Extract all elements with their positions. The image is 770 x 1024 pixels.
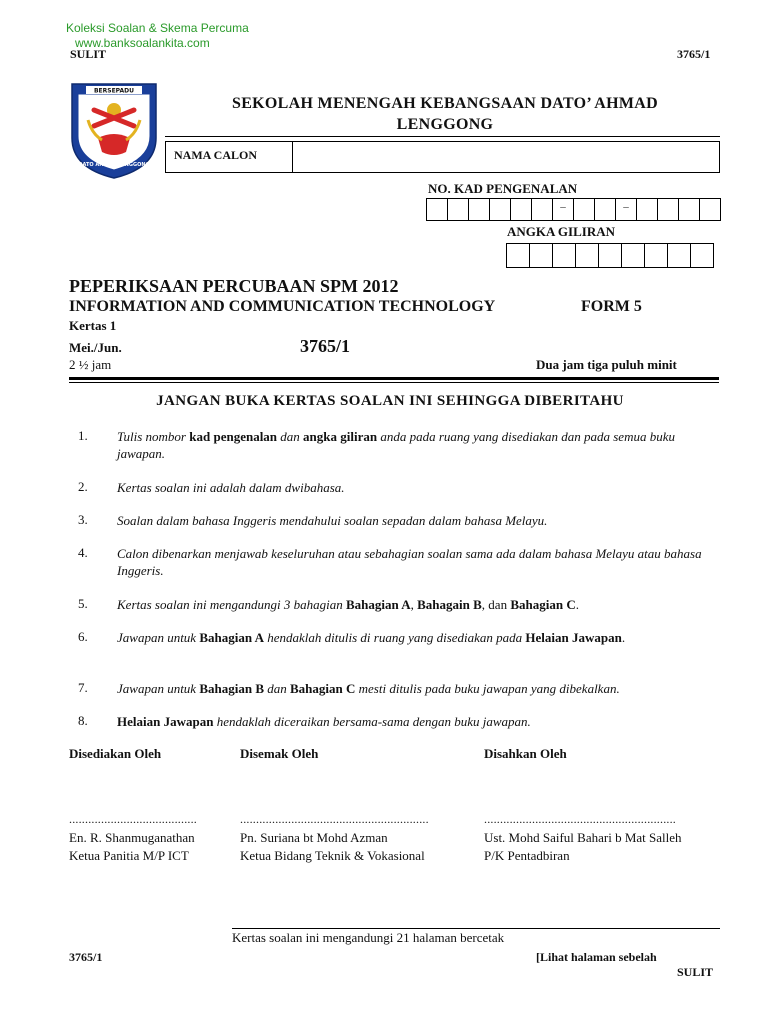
instruction-run: Tulis nombor bbox=[117, 429, 190, 444]
ic-cell[interactable] bbox=[658, 198, 679, 221]
checked-by-role: Ketua Bidang Teknik & Vokasional bbox=[240, 848, 425, 863]
instruction-number: 6. bbox=[78, 629, 88, 644]
instruction-emphasis: Bahagian C bbox=[510, 597, 576, 612]
ic-cell[interactable] bbox=[595, 198, 616, 221]
instruction-emphasis: Helaian Jawapan bbox=[525, 630, 622, 645]
ic-cell[interactable] bbox=[532, 198, 553, 221]
instruction-emphasis: Bahagian A bbox=[199, 630, 264, 645]
footer-rule bbox=[232, 928, 720, 929]
instruction-emphasis: Bahagain B bbox=[417, 597, 482, 612]
ic-cell[interactable] bbox=[469, 198, 490, 221]
instruction-text bbox=[117, 629, 677, 646]
prepared-by-signature-line: ........................................ bbox=[69, 812, 197, 826]
instruction-text bbox=[117, 512, 717, 529]
ic-separator: – bbox=[553, 198, 574, 221]
angka-cell[interactable] bbox=[668, 243, 691, 268]
instruction-run: Calon dibenarkan menjawab keseluruhan atau sebahagian soalan sama ada dalam bahasa Melayu atau bahasa Inggeris. bbox=[117, 546, 702, 578]
instruction-number: 2. bbox=[78, 479, 88, 494]
angka-cell[interactable] bbox=[576, 243, 599, 268]
instruction-emphasis: kad pengenalan bbox=[189, 429, 278, 444]
instruction-run: dan bbox=[264, 681, 290, 696]
sulit-footer: SULIT bbox=[677, 965, 714, 979]
exam-month: Mei./Jun. bbox=[69, 340, 122, 355]
exam-form: FORM 5 bbox=[581, 298, 642, 315]
angka-giliran-label: ANGKA GILIRAN bbox=[507, 224, 615, 239]
exam-title: PEPERIKSAAN PERCUBAAN SPM 2012 bbox=[69, 276, 399, 296]
checked-by-name: Pn. Suriana bt Mohd Azman bbox=[240, 830, 388, 845]
instruction-number: 4. bbox=[78, 545, 88, 560]
angka-cell[interactable] bbox=[507, 243, 530, 268]
exam-code: 3765/1 bbox=[300, 336, 351, 356]
ic-cell[interactable] bbox=[637, 198, 658, 221]
instruction-run: Jawapan untuk bbox=[117, 630, 200, 645]
ic-separator: – bbox=[616, 198, 637, 221]
school-name-line1: SEKOLAH MENENGAH KEBANGSAAN DATO’ AHMAD bbox=[232, 95, 658, 112]
approved-by-role: P/K Pentadbiran bbox=[484, 848, 570, 863]
ic-cell[interactable] bbox=[490, 198, 511, 221]
ic-cell[interactable] bbox=[574, 198, 595, 221]
pages-note: Kertas soalan ini mengandungi 21 halaman bercetak bbox=[232, 930, 505, 945]
instruction-emphasis: Bahagian B bbox=[199, 681, 264, 696]
header-rule bbox=[165, 136, 720, 137]
instruction-text bbox=[117, 596, 717, 613]
instruction-text bbox=[117, 479, 717, 496]
instruction-number: 5. bbox=[78, 596, 88, 611]
logo-motto-top: BERSEPADU bbox=[93, 87, 135, 95]
ic-grid bbox=[426, 198, 721, 221]
title-thick-rule bbox=[69, 377, 719, 380]
instruction-run: anda pada ruang yang disediakan dan pada semua buku jawapan. bbox=[117, 429, 675, 461]
ic-cell[interactable] bbox=[511, 198, 532, 221]
exam-paper: Kertas 1 bbox=[69, 318, 117, 333]
instruction-text bbox=[117, 428, 717, 462]
sulit-label: SULIT bbox=[70, 47, 107, 61]
approved-by-signature-line: ............................................................ bbox=[484, 812, 676, 826]
instruction-number: 8. bbox=[78, 713, 88, 728]
watermark-line2: www.banksoalankita.com bbox=[75, 36, 210, 50]
instruction-text bbox=[117, 545, 702, 579]
angka-cell[interactable] bbox=[622, 243, 645, 268]
instruction-emphasis: Helaian Jawapan bbox=[117, 714, 214, 729]
instruction-text bbox=[117, 680, 717, 697]
ic-cell[interactable] bbox=[448, 198, 469, 221]
ic-cell[interactable] bbox=[427, 198, 448, 221]
instruction-emphasis: angka giliran bbox=[303, 429, 378, 444]
exam-duration-short: 2 ½ jam bbox=[69, 357, 112, 372]
instruction-run: , dan bbox=[481, 597, 511, 612]
instruction-run: Soalan dalam bahasa Inggeris mendahului soalan sepadan dalam bahasa Melayu. bbox=[117, 513, 548, 528]
angka-cell[interactable] bbox=[553, 243, 576, 268]
ic-cell[interactable] bbox=[679, 198, 700, 221]
nama-calon-label: NAMA CALON bbox=[166, 142, 293, 172]
do-not-open-notice: JANGAN BUKA KERTAS SOALAN INI SEHINGGA DIBERITAHU bbox=[156, 393, 624, 409]
instruction-run: Kertas soalan ini mengandungi 3 bahagian bbox=[117, 597, 346, 612]
approved-by-heading: Disahkan Oleh bbox=[484, 746, 567, 761]
instruction-run: Jawapan untuk bbox=[117, 681, 200, 696]
instruction-run: dan bbox=[277, 429, 304, 444]
prepared-by-name: En. R. Shanmuganathan bbox=[69, 830, 195, 845]
title-thin-rule bbox=[69, 382, 719, 383]
instruction-run: . bbox=[621, 630, 626, 645]
see-next-page: [Lihat halaman sebelah bbox=[536, 950, 657, 964]
approved-by-name: Ust. Mohd Saiful Bahari b Mat Salleh bbox=[484, 830, 682, 845]
instruction-text bbox=[117, 713, 717, 730]
angka-cell[interactable] bbox=[691, 243, 714, 268]
watermark-line1: Koleksi Soalan & Skema Percuma bbox=[66, 21, 249, 35]
instruction-number: 1. bbox=[78, 428, 88, 443]
instruction-run: Kertas soalan ini adalah dalam dwibahasa. bbox=[117, 480, 345, 495]
paper-code-bottom: 3765/1 bbox=[69, 950, 103, 964]
instruction-run: mesti ditulis pada buku jawapan yang dibekalkan. bbox=[355, 681, 620, 696]
instruction-run: hendaklah diceraikan bersama-sama dengan buku jawapan. bbox=[213, 714, 531, 729]
angka-giliran-grid bbox=[506, 243, 714, 268]
instruction-number: 3. bbox=[78, 512, 88, 527]
instruction-number: 7. bbox=[78, 680, 88, 695]
instruction-emphasis: Bahagian C bbox=[290, 681, 356, 696]
nama-calon-field[interactable] bbox=[296, 142, 716, 172]
instruction-run: , bbox=[410, 597, 418, 612]
instruction-run: hendaklah ditulis di ruang yang disediakan pada bbox=[264, 630, 526, 645]
school-logo bbox=[68, 80, 160, 180]
ic-cell[interactable] bbox=[700, 198, 721, 221]
angka-cell[interactable] bbox=[645, 243, 668, 268]
angka-cell[interactable] bbox=[530, 243, 553, 268]
prepared-by-heading: Disediakan Oleh bbox=[69, 746, 162, 761]
exam-duration-long: Dua jam tiga puluh minit bbox=[536, 357, 677, 372]
prepared-by-role: Ketua Panitia M/P ICT bbox=[69, 848, 189, 863]
logo-motto-bottom: DATO AHMAD LENGGONG bbox=[78, 162, 150, 168]
angka-cell[interactable] bbox=[599, 243, 622, 268]
exam-subject: INFORMATION AND COMMUNICATION TECHNOLOGY bbox=[69, 298, 496, 315]
checked-by-signature-line: ........................................................... bbox=[240, 812, 429, 826]
paper-code-top: 3765/1 bbox=[677, 47, 711, 61]
instruction-emphasis: Bahagian A bbox=[345, 597, 411, 612]
checked-by-heading: Disemak Oleh bbox=[240, 746, 319, 761]
school-name-line2: LENGGONG bbox=[396, 116, 494, 133]
ic-label: NO. KAD PENGENALAN bbox=[428, 181, 578, 196]
nama-calon-box bbox=[165, 141, 720, 173]
instruction-run: . bbox=[575, 597, 579, 612]
